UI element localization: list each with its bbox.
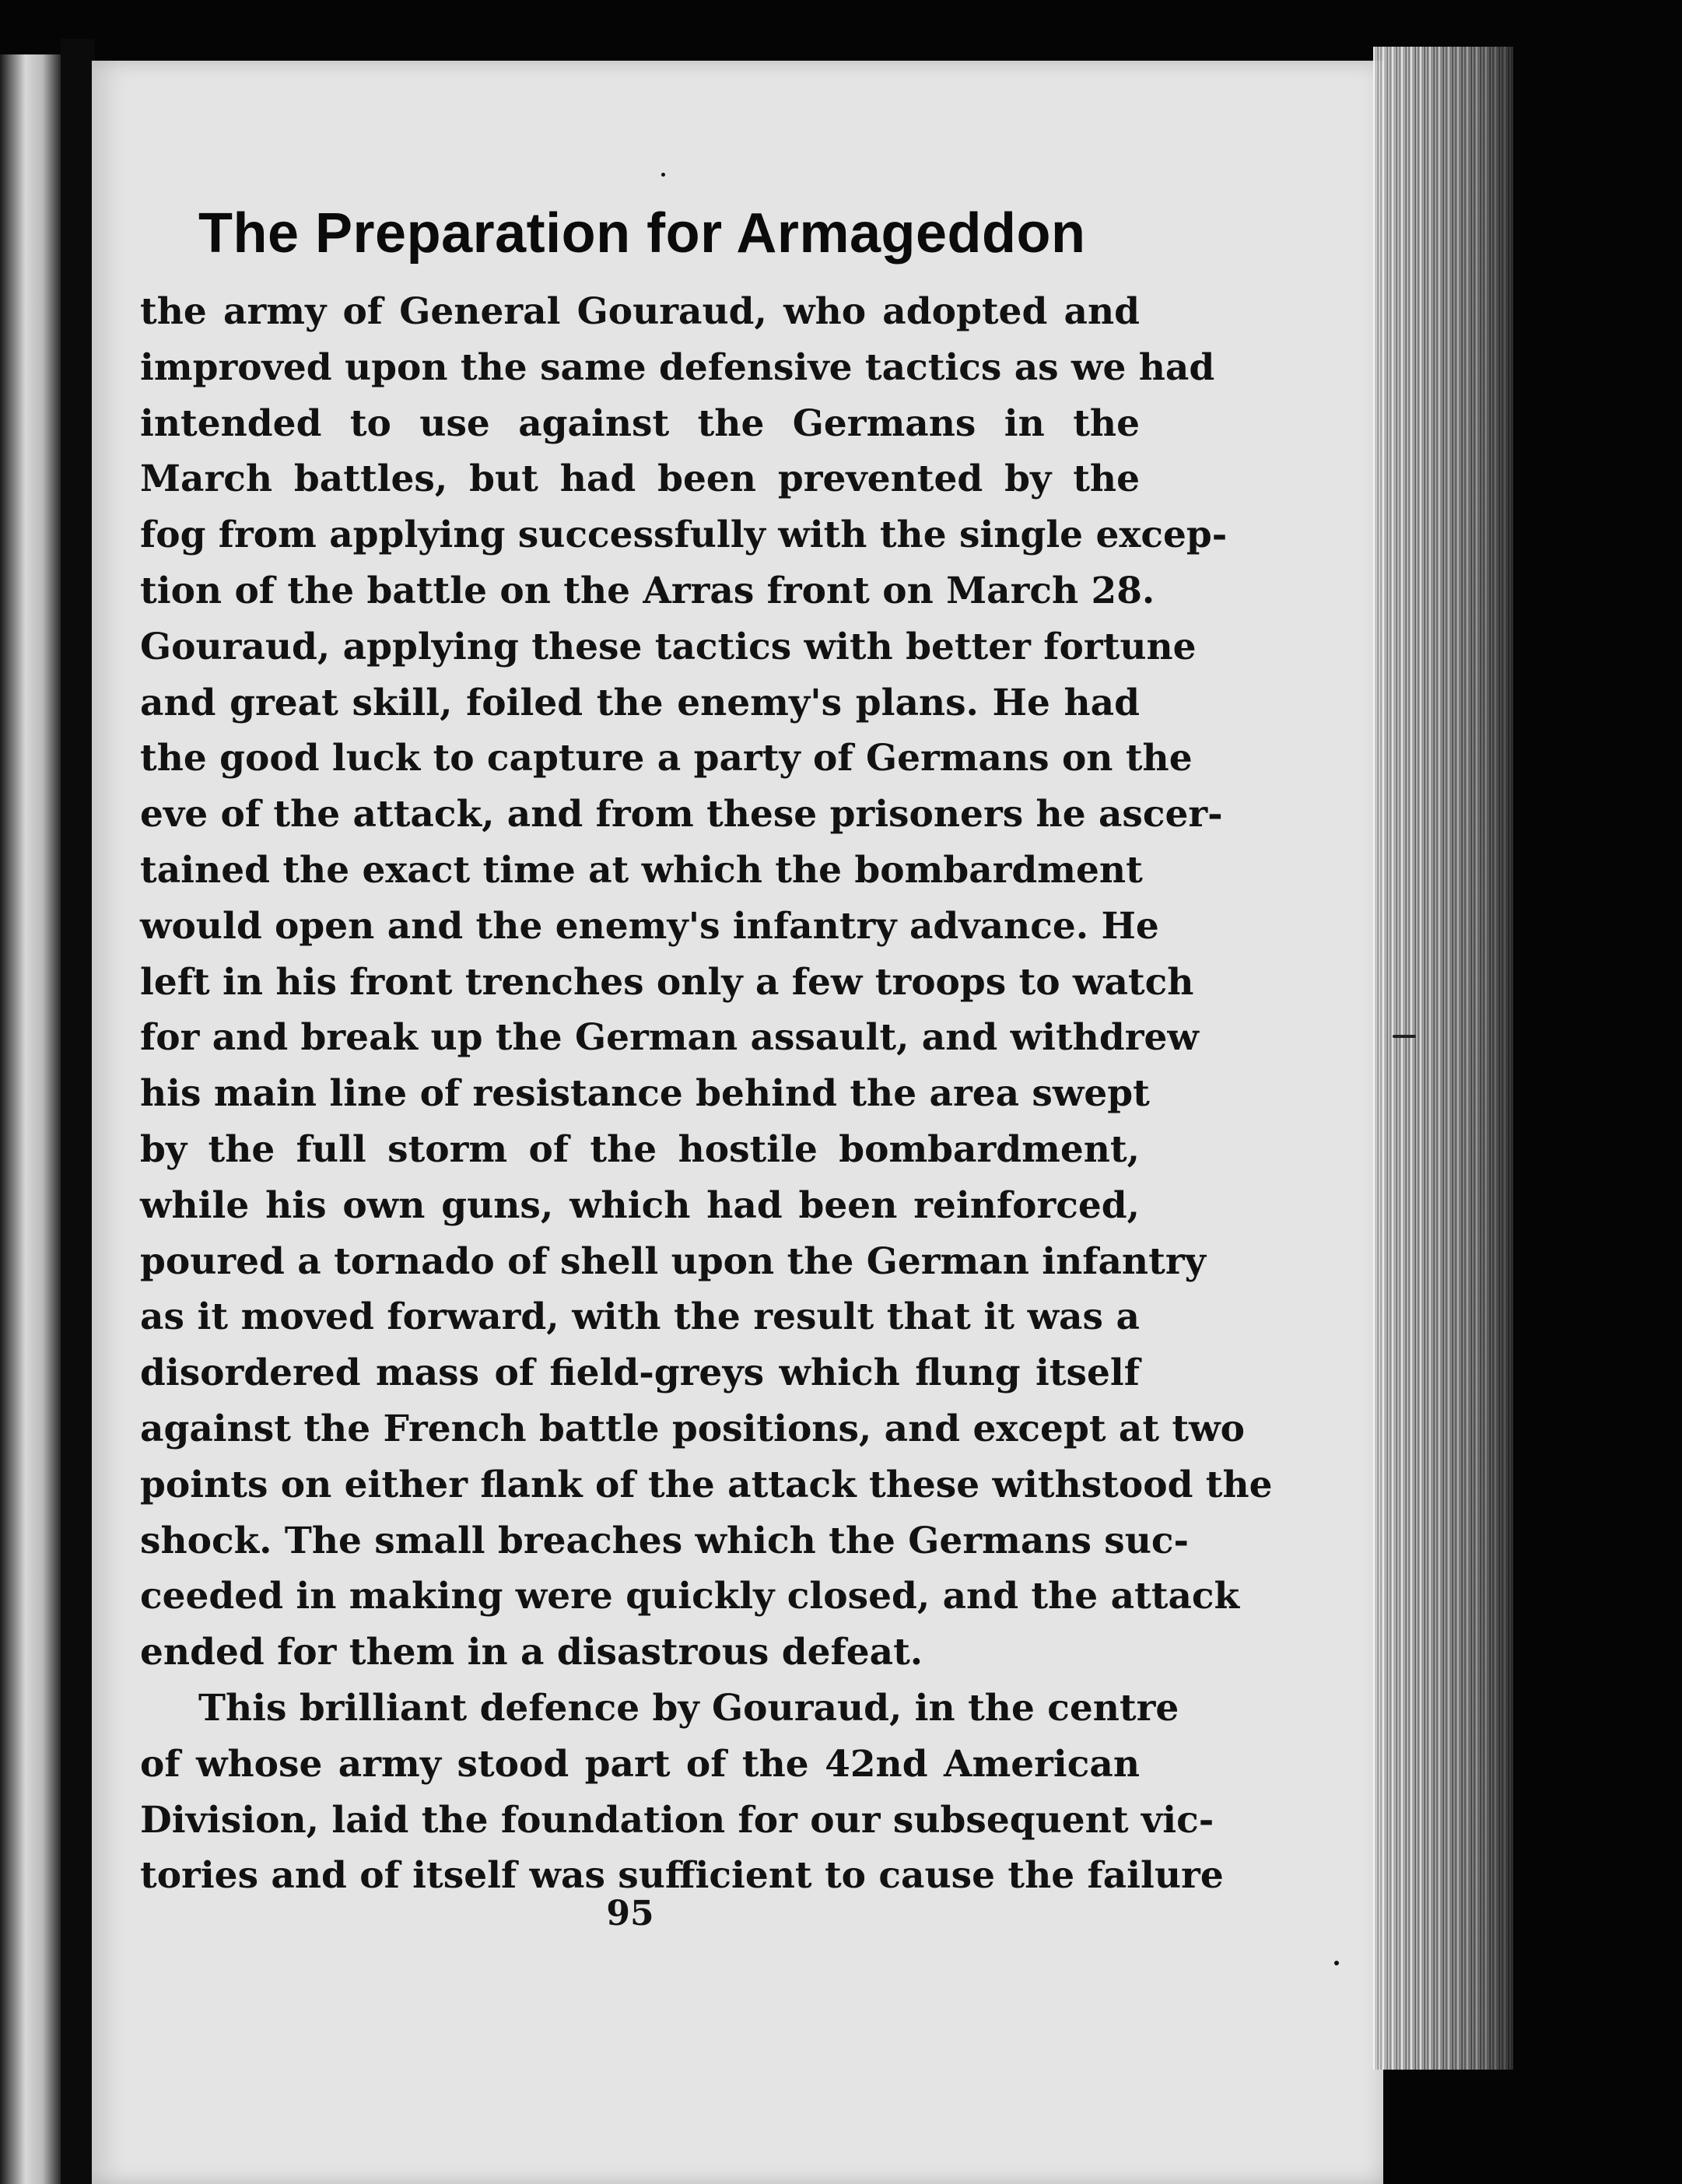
text-line: for and break up the German assault, and withdrew: [140, 1016, 1199, 1060]
text-line: fog from applying successfully with the single excep-: [140, 514, 1228, 557]
dust-speck: [1393, 1035, 1416, 1038]
text-line: tion of the battle on the Arras front on March 28.: [140, 569, 1155, 612]
text-line: ceeded in making were quickly closed, and the attack: [140, 1575, 1240, 1618]
text-line: shock. The small breaches which the Germans suc-: [140, 1519, 1190, 1562]
text-line: his main line of resistance behind the area swept: [140, 1072, 1150, 1116]
text-line: left in his front trenches only a few troops to watch: [140, 960, 1194, 1004]
text-line: March battles, but had been prevented by the: [140, 457, 1140, 501]
text-line: disordered mass of field-greys which flung itself: [140, 1351, 1140, 1395]
text-line: of whose army stood part of the 42nd American: [140, 1742, 1140, 1786]
text-line: while his own guns, which had been reinforced,: [140, 1183, 1140, 1227]
text-line: points on either flank of the attack these withstood the: [140, 1463, 1273, 1506]
body-text: [140, 284, 1273, 1904]
running-head: The Preparation for Armageddon: [198, 202, 1086, 265]
text-line: by the full storm of the hostile bombardment,: [140, 1127, 1140, 1171]
dust-speck: [1334, 1961, 1339, 1965]
text-line: as it moved forward, with the result that it was a: [140, 1295, 1140, 1339]
text-line: the good luck to capture a party of Germans on the: [140, 737, 1193, 780]
text-line: tained the exact time at which the bombardment: [140, 848, 1143, 892]
text-line: eve of the attack, and from these prisoners he ascer-: [140, 793, 1223, 836]
text-line: This brilliant defence by Gouraud, in the centre: [198, 1686, 1179, 1730]
page-number: 95: [606, 1894, 654, 1933]
text-line: intended to use against the Germans in the: [140, 401, 1140, 445]
text-line: and great skill, foiled the enemy's plans. He had: [140, 681, 1140, 724]
text-line: would open and the enemy's infantry advance. He: [140, 904, 1159, 948]
text-line: poured a tornado of shell upon the German infantry: [140, 1239, 1206, 1283]
text-line: improved upon the same defensive tactics as we had: [140, 345, 1215, 389]
dust-speck: [661, 173, 665, 177]
left-page-edge: [0, 54, 61, 2184]
text-line: Division, laid the foundation for our subsequent vic-: [140, 1798, 1214, 1842]
text-line: ended for them in a disastrous defeat.: [140, 1631, 923, 1674]
text-line: Gouraud, applying these tactics with better fortune: [140, 625, 1197, 668]
fore-edge-shadow: [1373, 47, 1513, 2070]
text-line: the army of General Gouraud, who adopted and: [140, 290, 1140, 333]
text-line: tories and of itself was sufficient to cause the failure: [140, 1854, 1224, 1898]
text-line: against the French battle positions, and except at two: [140, 1407, 1245, 1450]
book-gutter: [61, 39, 95, 2184]
